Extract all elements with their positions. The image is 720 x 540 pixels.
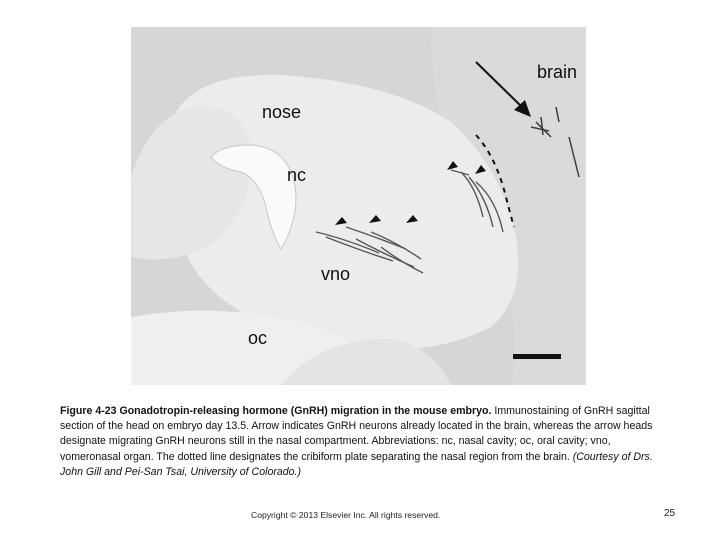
- micrograph-image: [131, 27, 586, 385]
- label-oc: oc: [248, 328, 268, 348]
- label-vno: vno: [321, 264, 351, 284]
- micrograph-figure: [131, 27, 586, 385]
- label-nose: nose: [262, 102, 302, 122]
- page-number: 25: [664, 508, 676, 519]
- caption-body: Immunostaining of GnRH sagittal section of the head on embryo day 13.5. Arrow indicates GnRH neurons already located in the brain, whereas the arrow heads designate migrating GnRH neurons still in the nasal compartment. Abbreviations: nc, nasal cavity; oc, oral cavity; vno, vomeronasal organ. The dotted line designates the cribiform plate separating the nasal region from the brain.: [60, 405, 653, 463]
- label-nc: nc: [287, 165, 307, 185]
- caption-title: Figure 4-23 Gonadotropin-releasing hormone (GnRH) migration in the mouse embryo.: [60, 405, 492, 417]
- caption-credit: (Courtesy of Drs. John Gill and Pei-San Tsai, University of Colorado.): [60, 450, 653, 478]
- copyright-notice: Copyright © 2013 Elsevier Inc. All rights reserved.: [251, 510, 441, 520]
- figure-caption: [60, 404, 660, 480]
- label-brain: brain: [537, 62, 578, 82]
- scale-bar: [513, 354, 561, 359]
